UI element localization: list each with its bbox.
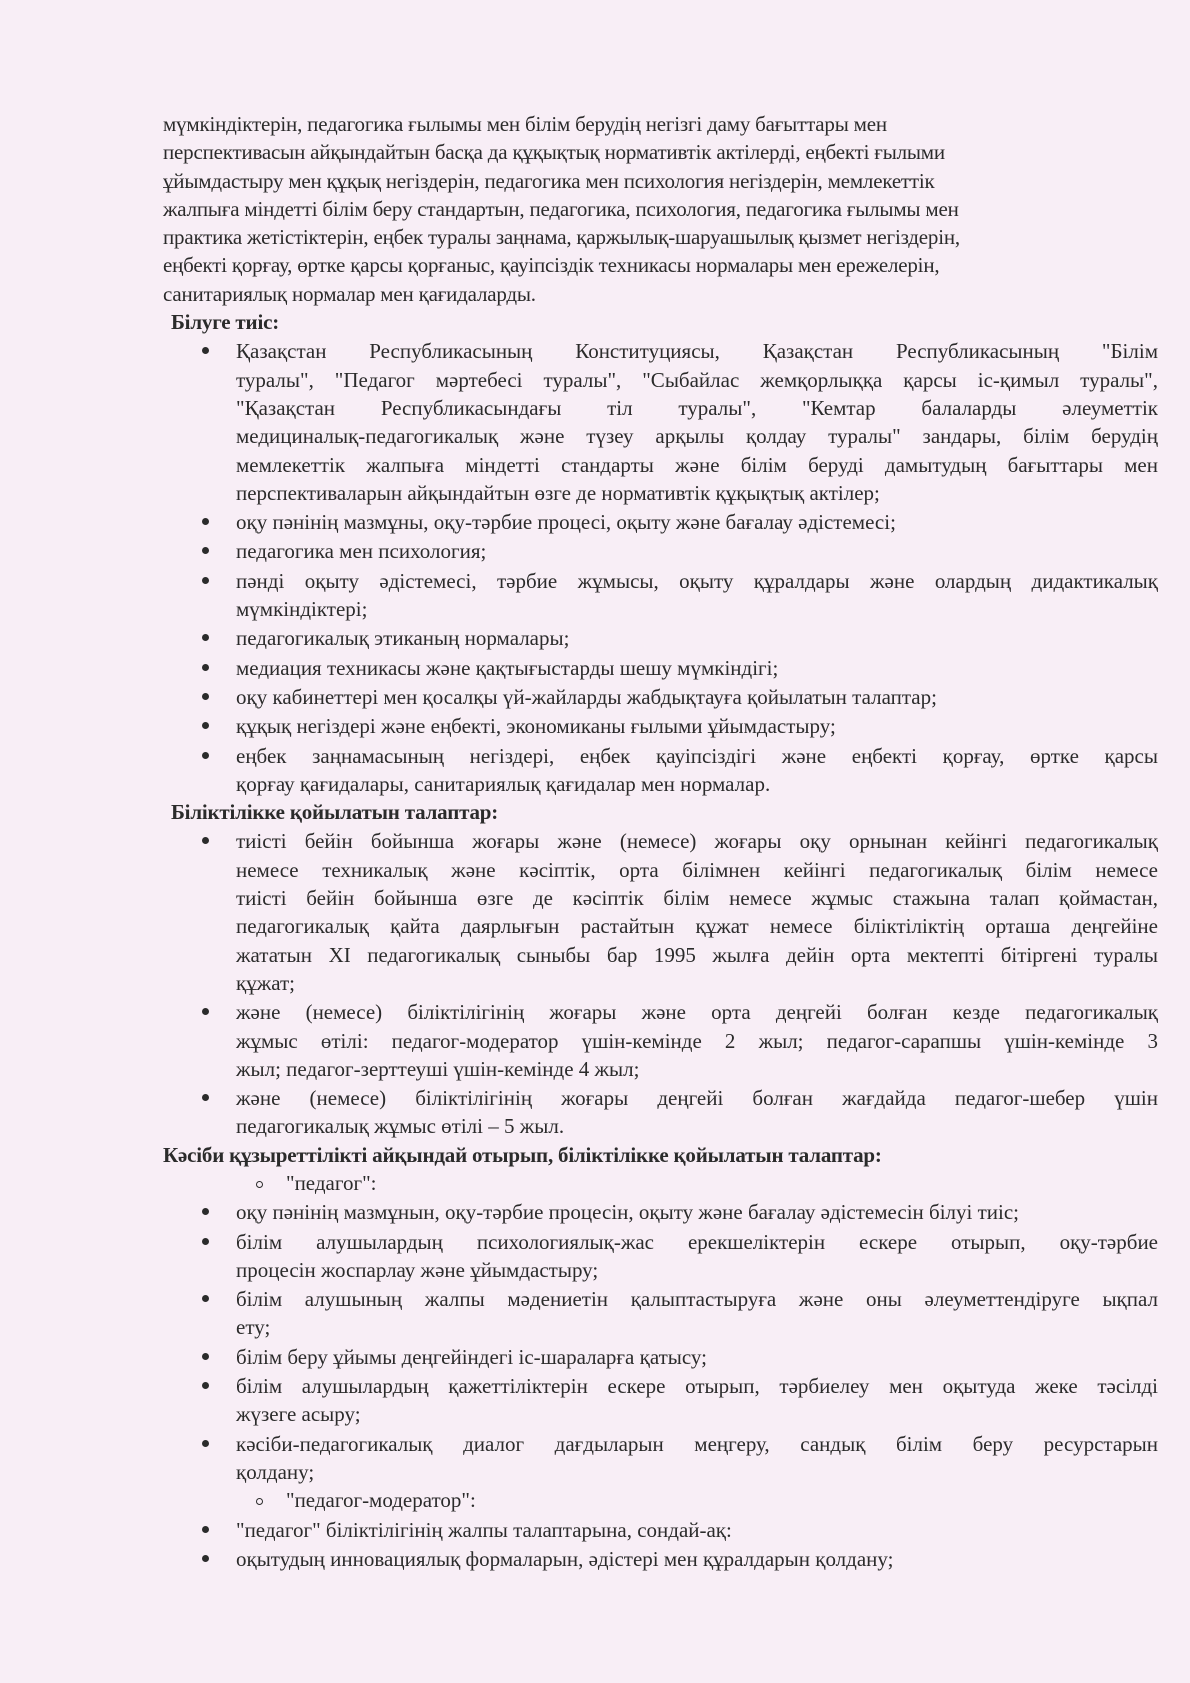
text-line: білім алушының жалпы мәдениетін қалыптастыруға және оны әлеуметтендіруге ықпал xyxy=(236,1287,1158,1312)
bullet-icon xyxy=(202,1238,209,1245)
list-item xyxy=(236,997,1158,1083)
text-line: оқу пәнінің мазмұнын, оқу-тәрбие процесін, оқыту және бағалау әдістемесін білуі тиіс; xyxy=(236,1200,1020,1225)
text-line: және (немесе) біліктілігінің жоғары және орта деңгейі болған кезде педагогикалық xyxy=(236,1000,1158,1025)
list-item xyxy=(236,1197,1158,1226)
text-line: білім алушылардың психологиялық-жас ерекшеліктерін ескере отырып, оқу-тәрбие xyxy=(236,1229,1158,1254)
intro-line: мүмкіндіктерін, педагогика ғылымы мен білім берудің негізгі даму бағыттары мен xyxy=(163,112,887,136)
document-page xyxy=(163,110,1158,1573)
text-line: еңбек заңнамасының негіздері, еңбек қауіпсіздігі және еңбекті қорғау, өртке қарсы xyxy=(236,743,1158,768)
text-line: мемлекеттік жалпыға міндетті стандарты және білім беруді дамытудың бағыттары мен xyxy=(236,452,1158,477)
text-line: оқу пәнінің мазмұны, оқу-тәрбие процесі, оқыту және бағалау әдістемесі; xyxy=(236,510,896,535)
bullet-icon xyxy=(202,518,209,525)
text-line: жататын XI педагогикалық сыныбы бар 1995 жылға дейін орта мектепті бітіргені туралы xyxy=(236,942,1158,967)
text-line: пәнді оқыту әдістемесі, тәрбие жұмысы, оқыту құралдары және олардың дидактикалық xyxy=(236,568,1158,593)
bullet-icon xyxy=(202,722,209,729)
section-heading xyxy=(163,1141,1158,1169)
list-item xyxy=(236,1429,1158,1487)
list-item xyxy=(236,1083,1158,1141)
text-line: "педагог" біліктілігінің жалпы талаптарына, сондай-ақ: xyxy=(236,1517,732,1542)
text-line: кәсіби-педагогикалық диалог дағдыларын меңгеру, сандық білім беру ресурстарын xyxy=(236,1431,1158,1456)
bullet-icon xyxy=(202,547,209,554)
text-line: тиісті бейін бойынша жоғары және (немесе) жоғары оқу орнынан кейінгі педагогикалық xyxy=(236,829,1158,854)
list-item xyxy=(236,536,1158,565)
text-line: медициналық-педагогикалық және түзеу арқылы қолдау туралы" зандары, білім берудің xyxy=(236,424,1158,449)
intro-line: ұйымдастыру мен құқық негіздерін, педагогика мен психология негіздерін, мемлекеттік xyxy=(163,168,935,193)
list-item xyxy=(236,682,1158,711)
list-item xyxy=(236,1227,1158,1285)
bullet-icon xyxy=(202,1440,209,1447)
section-heading xyxy=(171,308,1158,336)
bullet-icon xyxy=(202,1555,209,1562)
text-line: педагогикалық этиканың нормалары; xyxy=(236,626,570,651)
list-item xyxy=(236,653,1158,682)
list-item xyxy=(236,566,1158,624)
list-item xyxy=(236,826,1158,997)
text-line: оқу кабинеттері мен қосалқы үй-жайларды жабдықтауға қойылатын талаптар; xyxy=(236,684,937,709)
text-line: құжат; xyxy=(236,970,296,995)
text-line: ету; xyxy=(236,1315,271,1340)
text-line: Біліктілікке қойылатын талаптар: xyxy=(171,800,499,825)
text-line: тиісті бейін бойынша өзге де кәсіптік білім немесе жұмыс стажына талап қоймастан, xyxy=(236,886,1158,911)
text-line: білім алушылардың қажеттіліктерін ескере отырып, тәрбиелеу мен оқытуда жеке тәсілді xyxy=(236,1374,1158,1399)
text-line: Кәсіби құзыреттілікті айқындай отырып, біліктілікке қойылатын талаптар: xyxy=(163,1142,882,1167)
intro-line: еңбекті қорғау, өртке қарсы қорғаныс, қауіпсіздік техникасы нормалары мен ережелерін, xyxy=(163,253,940,278)
text-line: туралы", "Педагог мәртебесі туралы", "Сыбайлас жемқорлыққа қарсы іс-қимыл туралы", xyxy=(236,367,1158,392)
text-line: перспективаларын айқындайтын өзге де нормативтік құқықтық актілер; xyxy=(236,480,880,505)
list-item xyxy=(236,1342,1158,1371)
text-line: жұмыс өтілі: педагог-модератор үшін-кемінде 2 жыл; педагог-сарапшы үшін-кемінде 3 xyxy=(236,1028,1158,1053)
list-item xyxy=(236,1515,1158,1544)
text-line: жыл; педагог-зерттеуші үшін-кемінде 4 жыл; xyxy=(236,1056,640,1081)
circle-bullet-icon xyxy=(256,1181,263,1188)
text-line: "Қазақстан Республикасындағы тіл туралы", "Кемтар балаларды әлеуметтік xyxy=(236,395,1158,420)
list-item xyxy=(236,336,1158,507)
bullet-icon xyxy=(202,664,209,671)
sub-list-item xyxy=(286,1169,1158,1197)
circle-bullet-icon xyxy=(256,1498,263,1505)
intro-line: перспективасын айқындайтын басқа да құқықтық нормативтік актілерді, еңбекті ғылыми xyxy=(163,140,945,165)
text-line: жүзеге асыру; xyxy=(236,1402,361,1427)
text-line: процесін жоспарлау және ұйымдастыру; xyxy=(236,1257,599,1282)
text-line: қолдану; xyxy=(236,1459,315,1484)
text-line: медиация техникасы және қақтығыстарды шешу мүмкіндігі; xyxy=(236,655,779,680)
section-heading xyxy=(171,798,1158,826)
bullet-icon xyxy=(202,1353,209,1360)
text-line: және (немесе) біліктілігінің жоғары деңгейі болған жағдайда педагог-шебер үшін xyxy=(236,1086,1158,1111)
document-body xyxy=(163,308,1158,1573)
list-item xyxy=(236,741,1158,799)
list-item xyxy=(236,1284,1158,1342)
bullet-icon xyxy=(202,347,209,354)
list-item xyxy=(236,1544,1158,1573)
text-line: Білуге тиіс: xyxy=(171,310,279,335)
text-line: педагогика мен психология; xyxy=(236,539,487,564)
list-item xyxy=(236,711,1158,740)
bullet-icon xyxy=(202,1208,209,1215)
list-item xyxy=(236,1371,1158,1429)
bullet-icon xyxy=(202,1526,209,1533)
text-line: педагогикалық қайта даярлығын растайтын құжат немесе біліктіліктің орташа деңгейіне xyxy=(236,914,1158,939)
text-line: Қазақстан Республикасының Конституциясы, Қазақстан Республикасының "Білім xyxy=(236,339,1158,364)
bullet-icon xyxy=(202,634,209,641)
bullet-icon xyxy=(202,1094,209,1101)
intro-line: практика жетістіктерін, еңбек туралы заңнама, қаржылық-шаруашылық қызмет негіздерін, xyxy=(163,225,960,250)
intro-line: санитариялық нормалар мен қағидаларды. xyxy=(163,281,536,306)
list-item xyxy=(236,623,1158,652)
bullet-icon xyxy=(202,837,209,844)
bullet-icon xyxy=(202,1008,209,1015)
list-item xyxy=(236,507,1158,536)
sub-list-item xyxy=(286,1486,1158,1514)
text-line: немесе техникалық және кәсіптік, орта білімнен кейінгі педагогикалық білім немесе xyxy=(236,857,1158,882)
intro-line: жалпыға міндетті білім беру стандартын, педагогика, психология, педагогика ғылымы мен xyxy=(163,196,959,221)
text-line: қорғау қағидалары, санитариялық қағидалар мен нормалар. xyxy=(236,771,771,796)
text-line: білім беру ұйымы деңгейіндегі іс-шараларға қатысу; xyxy=(236,1344,707,1369)
text-line: педагогикалық жұмыс өтілі – 5 жыл. xyxy=(236,1114,565,1139)
bullet-icon xyxy=(202,577,209,584)
text-line: "педагог": xyxy=(286,1170,377,1195)
bullet-icon xyxy=(202,1295,209,1302)
text-line: мүмкіндіктері; xyxy=(236,597,368,622)
intro-paragraph xyxy=(163,110,1158,308)
text-line: оқытудың инновациялық формаларын, әдістері мен құралдарын қолдану; xyxy=(236,1546,894,1571)
bullet-icon xyxy=(202,693,209,700)
bullet-icon xyxy=(202,1382,209,1389)
text-line: құқық негіздері және еңбекті, экономиканы ғылыми ұйымдастыру; xyxy=(236,714,836,739)
bullet-icon xyxy=(202,752,209,759)
text-line: "педагог-модератор": xyxy=(286,1488,476,1513)
